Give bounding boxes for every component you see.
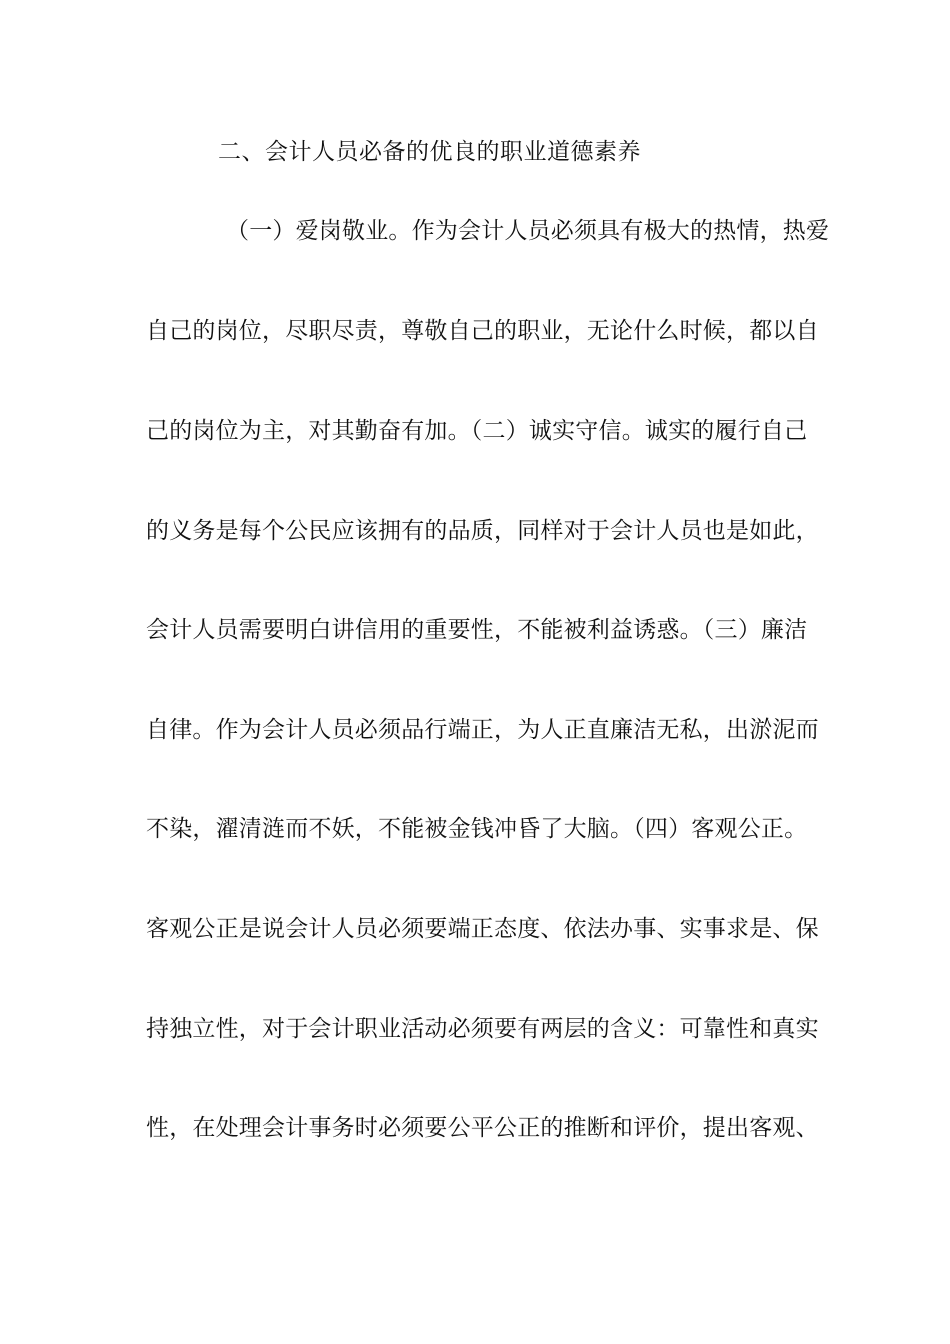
- paragraph-line: 己的岗位为主，对其勤奋有加。（二）诚实守信。诚实的履行自己: [146, 418, 808, 444]
- paragraph-line: 自律。作为会计人员必须品行端正，为人正直廉洁无私，出淤泥而: [146, 717, 819, 743]
- paragraph-line: 持独立性，对于会计职业活动必须要有两层的含义：可靠性和真实: [146, 1016, 819, 1042]
- paragraph-line: 会计人员需要明白讲信用的重要性，不能被利益诱惑。（三）廉洁: [146, 617, 808, 643]
- section-heading: 二、会计人员必备的优良的职业道德素养: [218, 139, 641, 165]
- paragraph-line: 性，在处理会计事务时必须要公平公正的推断和评价，提出客观、: [146, 1115, 819, 1141]
- paragraph-line: （一）爱岗敬业。作为会计人员必须具有极大的热情，热爱: [226, 218, 830, 244]
- paragraph-line: 的义务是每个公民应该拥有的品质，同样对于会计人员也是如此，: [146, 518, 819, 544]
- paragraph-line: 不染，濯清涟而不妖，不能被金钱冲昏了大脑。（四）客观公正。: [146, 816, 808, 842]
- paragraph-line: 客观公正是说会计人员必须要端正态度、依法办事、实事求是、保: [146, 916, 819, 942]
- paragraph-line: 自己的岗位，尽职尽责，尊敬自己的职业，无论什么时候，都以自: [146, 318, 819, 344]
